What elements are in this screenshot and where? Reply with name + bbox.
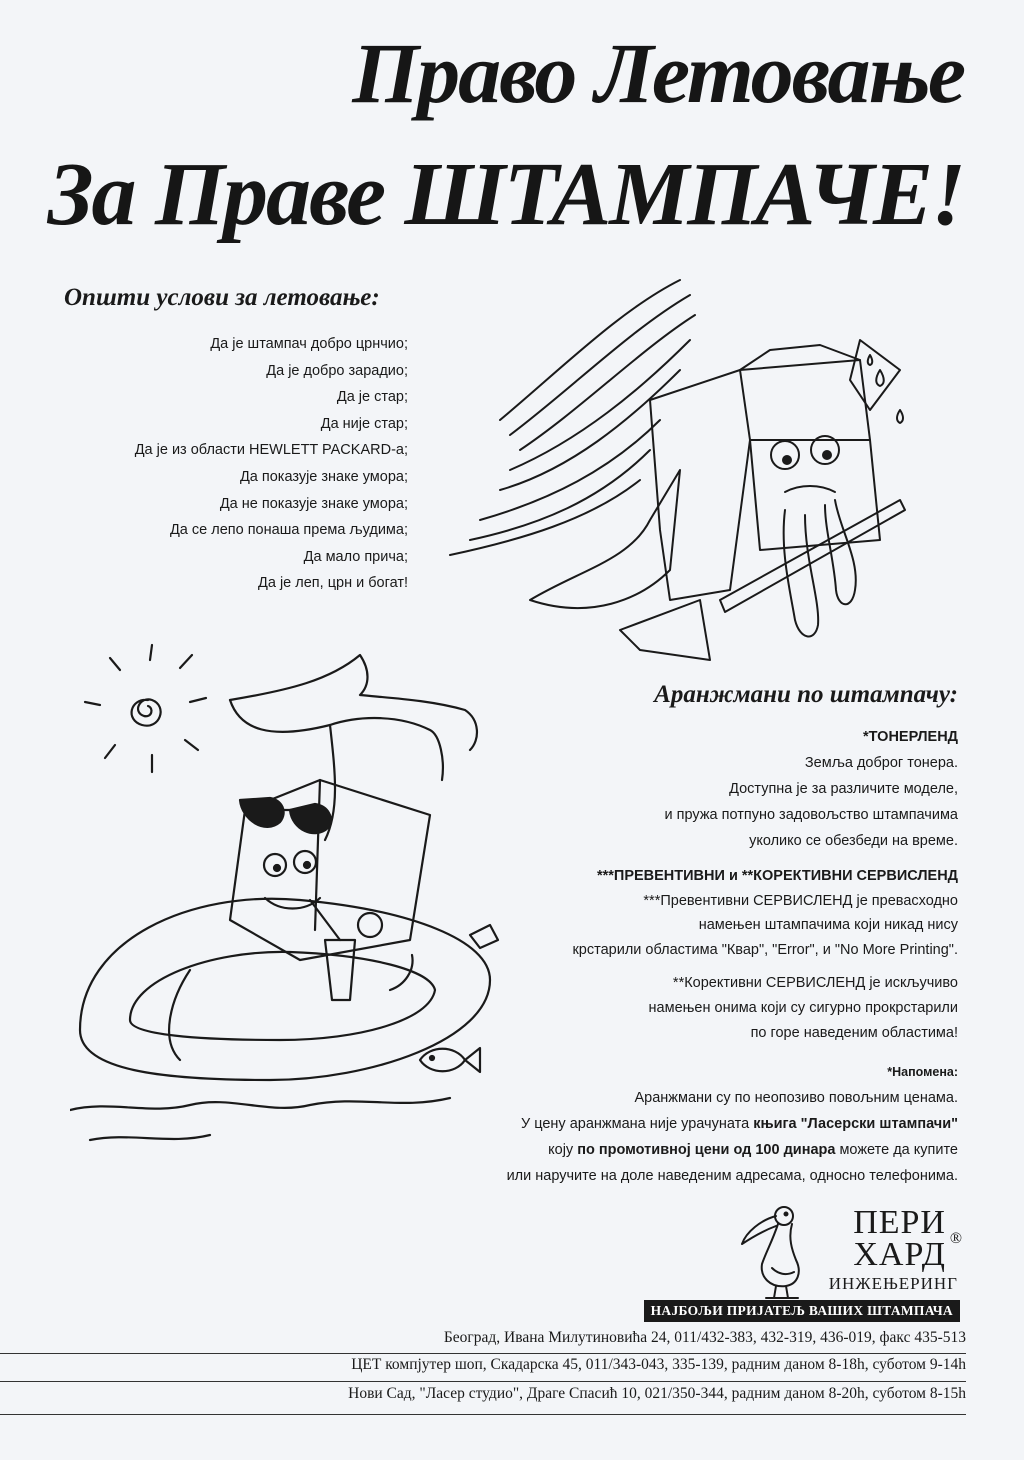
- note-line: [438, 1111, 958, 1137]
- brand-name-peri: ПЕРИ: [853, 1204, 946, 1241]
- condition-item: Да показује знаке умора;: [239, 468, 408, 485]
- condition-item: Да је штампач добро црнчио;: [210, 336, 408, 352]
- note-text: можете да купите: [835, 1142, 958, 1158]
- address-cet-shop: ЦЕТ компјутер шоп, Скадарска 45, 011/343-043, 335-139, радним даном 8-18h, суботом 9-14h: [351, 1356, 966, 1373]
- promo-price: по промотивној цени од 100 динара: [577, 1142, 836, 1158]
- note-line: Аранжмани су по неопозиво повољним ценама.: [634, 1090, 958, 1106]
- servisland-line: намењен штампачима који никад нису: [698, 917, 958, 933]
- conditions-list: [60, 331, 408, 597]
- servisland-line: крстарили областима "Квар", "Error", и "No More Printing".: [572, 941, 958, 958]
- note-line: [438, 1137, 958, 1163]
- headline-line-2: За Праве ШТАМПАЧЕ!: [47, 145, 964, 244]
- tired-printer-illustration: [440, 270, 920, 670]
- note-text: коју: [548, 1142, 578, 1158]
- condition-item: Да је из области HEWLETT PACKARD-а;: [134, 442, 408, 459]
- address-novi-sad: Нови Сад, "Ласер студио", Драге Спасић 10, 021/350-344, радним даном 8-20h, суботом 8-15h: [348, 1385, 966, 1402]
- condition-item: Да је леп, црн и богат!: [258, 575, 408, 592]
- condition-item: Да се лепо понаша према људима;: [169, 522, 408, 539]
- headline-line-1: Право Летовање: [352, 25, 964, 121]
- tonerland-line: Доступна је за различите моделе,: [729, 781, 958, 797]
- corrective-line: **Корективни СЕРВИСЛЕНД је искључиво: [672, 975, 958, 991]
- condition-item: Да је добро зарадио;: [266, 362, 408, 379]
- brand-name-hard: ХАРД: [853, 1236, 946, 1273]
- divider: [0, 1381, 966, 1382]
- brand-name-engineering: ИНЖЕЊЕРИНГ: [828, 1274, 958, 1293]
- address-belgrade: Београд, Ивана Милутиновића 24, 011/432-383, 432-319, 436-019, факс 435-513: [443, 1329, 966, 1346]
- note-section: [438, 1059, 958, 1189]
- condition-item: Да мало прича;: [303, 548, 408, 565]
- servisland-line: ***Превентивни СЕРВИСЛЕНД је превасходно: [643, 892, 958, 909]
- corrective-servisland-section: [438, 971, 958, 1046]
- divider: [0, 1414, 966, 1415]
- condition-item: Да није стар;: [320, 415, 408, 432]
- tonerland-title: *ТОНЕРЛЕНД: [863, 729, 958, 745]
- corrective-line: по горе наведеним областима!: [750, 1025, 958, 1041]
- tonerland-section: [438, 724, 958, 854]
- book-title: књига "Ласерски штампачи": [753, 1116, 958, 1132]
- arrangements-heading: Аранжмани по штампачу:: [654, 681, 958, 708]
- note-line: или наручите на доле наведеним адресама, односно телефонима.: [506, 1168, 958, 1184]
- condition-item: Да је стар;: [336, 389, 408, 406]
- tonerland-line: уколико се обезбеди на време.: [749, 833, 958, 849]
- pelican-icon: [736, 1202, 816, 1302]
- servisland-section: [438, 864, 958, 962]
- conditions-heading: Општи услови за летовање:: [64, 284, 380, 311]
- servisland-title: ***ПРЕВЕНТИВНИ и **КОРЕКТИВНИ СЕРВИСЛЕНД: [596, 868, 958, 884]
- condition-item: Да не показује знаке умора;: [219, 495, 408, 512]
- note-text: У цену аранжмана није урачуната: [520, 1116, 754, 1132]
- registered-mark: ®: [949, 1230, 962, 1247]
- corrective-line: намењен онима који су сигурно прокрстарили: [648, 1000, 958, 1016]
- tonerland-line: и пружа потпуно задовољство штампачима: [664, 807, 958, 823]
- tonerland-line: Земља доброг тонера.: [804, 755, 958, 771]
- note-label: *Напомена:: [887, 1065, 958, 1079]
- divider: [0, 1353, 966, 1354]
- company-slogan: НАЈБОЉИ ПРИЈАТЕЉ ВАШИХ ШТАМПАЧА: [644, 1300, 960, 1322]
